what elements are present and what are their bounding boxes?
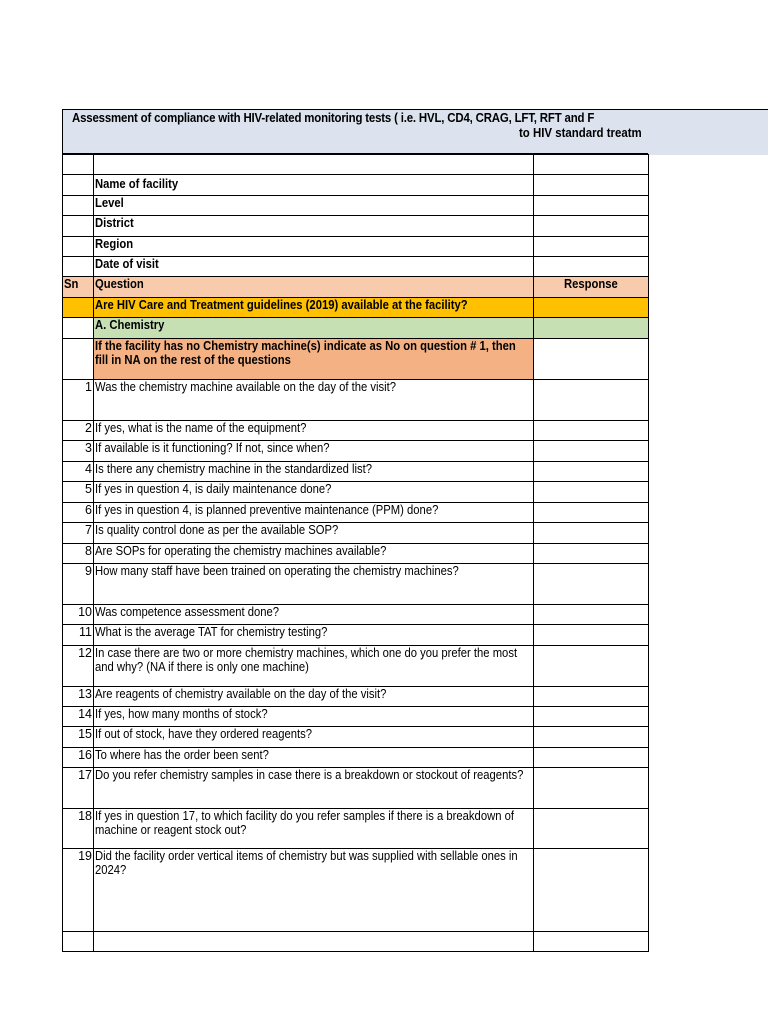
question-number: 15 xyxy=(63,727,94,748)
question-text[interactable]: Are reagents of chemistry available on the day of the visit? xyxy=(94,687,534,707)
response-cell[interactable] xyxy=(534,441,649,462)
response-cell[interactable] xyxy=(534,687,649,707)
cell[interactable] xyxy=(63,237,94,257)
response-cell[interactable] xyxy=(534,503,649,523)
response-cell[interactable] xyxy=(534,748,649,768)
question-number: 1 xyxy=(63,380,94,421)
facility-field-label[interactable]: Level xyxy=(94,196,534,216)
facility-field-label[interactable]: Name of facility xyxy=(94,175,534,196)
cell[interactable] xyxy=(94,932,534,952)
cell[interactable] xyxy=(63,298,94,318)
question-row xyxy=(63,441,649,462)
blank-row xyxy=(63,155,649,175)
question-text[interactable]: What is the average TAT for chemistry testing? xyxy=(94,625,534,646)
response-cell[interactable] xyxy=(534,462,649,482)
response-cell[interactable] xyxy=(534,768,649,809)
question-row xyxy=(63,564,649,605)
cell[interactable] xyxy=(63,339,94,380)
question-text[interactable]: If yes in question 4, is daily maintenance done? xyxy=(94,482,534,503)
question-number: 12 xyxy=(63,646,94,687)
question-text[interactable]: Is quality control done as per the available SOP? xyxy=(94,523,534,544)
question-row xyxy=(63,768,649,809)
sheet-title xyxy=(62,109,648,154)
question-text[interactable]: In case there are two or more chemistry machines, which one do you prefer the most and why? (NA if there is only one machine) xyxy=(94,646,534,687)
question-text[interactable]: Do you refer chemistry samples in case there is a breakdown or stockout of reagents? xyxy=(94,768,534,809)
section-title[interactable]: A. Chemistry xyxy=(94,318,534,339)
instruction-text[interactable]: If the facility has no Chemistry machine(s) indicate as No on question # 1, then fill in NA on the rest of the questions xyxy=(94,339,534,380)
question-row xyxy=(63,380,649,421)
guidelines-row xyxy=(63,298,649,318)
facility-field-value[interactable] xyxy=(534,257,649,277)
question-number: 10 xyxy=(63,605,94,625)
question-row xyxy=(63,748,649,768)
response-cell[interactable] xyxy=(534,727,649,748)
instruction-response[interactable] xyxy=(534,339,649,380)
question-number: 4 xyxy=(63,462,94,482)
question-text[interactable]: If yes in question 17, to which facility do you refer samples if there is a breakdown of machine or reagent stock out? xyxy=(94,809,534,849)
question-row xyxy=(63,707,649,727)
facility-field-value[interactable] xyxy=(534,175,649,196)
question-row xyxy=(63,809,649,849)
facility-field-label[interactable]: District xyxy=(94,216,534,237)
question-text[interactable]: How many staff have been trained on operating the chemistry machines? xyxy=(94,564,534,605)
header-response[interactable]: Response xyxy=(534,277,649,298)
question-row xyxy=(63,687,649,707)
response-cell[interactable] xyxy=(534,482,649,503)
facility-field-label[interactable]: Date of visit xyxy=(94,257,534,277)
question-text[interactable]: If yes, what is the name of the equipment? xyxy=(94,421,534,441)
question-row xyxy=(63,523,649,544)
question-number: 8 xyxy=(63,544,94,564)
question-row xyxy=(63,503,649,523)
question-text[interactable]: If available is it functioning? If not, since when? xyxy=(94,441,534,462)
cell[interactable] xyxy=(63,155,94,175)
instruction-row xyxy=(63,339,649,380)
section-row xyxy=(63,318,649,339)
facility-row xyxy=(63,216,649,237)
question-row xyxy=(63,605,649,625)
question-row xyxy=(63,544,649,564)
header-sn[interactable]: Sn xyxy=(63,277,94,298)
question-text[interactable]: Was the chemistry machine available on the day of the visit? xyxy=(94,380,534,421)
question-row xyxy=(63,646,649,687)
facility-field-value[interactable] xyxy=(534,196,649,216)
response-cell[interactable] xyxy=(534,849,649,932)
question-number: 17 xyxy=(63,768,94,809)
guidelines-response[interactable] xyxy=(534,298,649,318)
cell[interactable] xyxy=(94,155,534,175)
header-row xyxy=(63,277,649,298)
question-number: 7 xyxy=(63,523,94,544)
facility-field-label[interactable]: Region xyxy=(94,237,534,257)
question-text[interactable]: If yes in question 4, is planned preventive maintenance (PPM) done? xyxy=(94,503,534,523)
guidelines-question[interactable]: Are HIV Care and Treatment guidelines (2019) available at the facility? xyxy=(94,298,534,318)
response-cell[interactable] xyxy=(534,605,649,625)
question-number: 16 xyxy=(63,748,94,768)
cell[interactable] xyxy=(63,318,94,339)
cell[interactable] xyxy=(534,932,649,952)
response-cell[interactable] xyxy=(534,544,649,564)
question-text[interactable]: If out of stock, have they ordered reagents? xyxy=(94,727,534,748)
title-line-1: Assessment of compliance with HIV-related monitoring tests ( i.e. HVL, CD4, CRAG, LFT, RFT and F xyxy=(72,110,595,125)
question-row xyxy=(63,462,649,482)
response-cell[interactable] xyxy=(534,707,649,727)
response-cell[interactable] xyxy=(534,523,649,544)
question-row xyxy=(63,849,649,932)
response-cell[interactable] xyxy=(534,646,649,687)
response-cell[interactable] xyxy=(534,809,649,849)
response-cell[interactable] xyxy=(534,625,649,646)
facility-row xyxy=(63,257,649,277)
response-cell[interactable] xyxy=(534,564,649,605)
question-row xyxy=(63,625,649,646)
question-text[interactable]: If yes, how many months of stock? xyxy=(94,707,534,727)
question-number: 5 xyxy=(63,482,94,503)
cell[interactable] xyxy=(63,257,94,277)
response-cell[interactable] xyxy=(534,380,649,421)
section-response[interactable] xyxy=(534,318,649,339)
question-row xyxy=(63,482,649,503)
cell[interactable] xyxy=(63,175,94,196)
question-text[interactable]: To where has the order been sent? xyxy=(94,748,534,768)
assessment-table xyxy=(62,154,649,952)
response-cell[interactable] xyxy=(534,421,649,441)
facility-field-value[interactable] xyxy=(534,237,649,257)
question-number: 3 xyxy=(63,441,94,462)
question-number: 9 xyxy=(63,564,94,605)
facility-field-value[interactable] xyxy=(534,216,649,237)
question-row xyxy=(63,727,649,748)
question-text[interactable]: Are SOPs for operating the chemistry machines available? xyxy=(94,544,534,564)
question-text[interactable]: Was competence assessment done? xyxy=(94,605,534,625)
cell[interactable] xyxy=(63,932,94,952)
cell[interactable] xyxy=(63,196,94,216)
question-number: 19 xyxy=(63,849,94,932)
question-text[interactable]: Did the facility order vertical items of chemistry but was supplied with sellable ones in 2024? xyxy=(94,849,534,932)
question-text[interactable]: Is there any chemistry machine in the standardized list? xyxy=(94,462,534,482)
question-number: 2 xyxy=(63,421,94,441)
cell[interactable] xyxy=(534,155,649,175)
facility-row xyxy=(63,237,649,257)
question-row xyxy=(63,421,649,441)
question-number: 14 xyxy=(63,707,94,727)
header-question[interactable]: Question xyxy=(94,277,534,298)
facility-row xyxy=(63,175,649,196)
blank-row xyxy=(63,932,649,952)
question-number: 13 xyxy=(63,687,94,707)
question-number: 18 xyxy=(63,809,94,849)
cell[interactable] xyxy=(63,216,94,237)
question-number: 6 xyxy=(63,503,94,523)
question-number: 11 xyxy=(63,625,94,646)
title-line-2: to HIV standard treatm xyxy=(519,125,642,140)
facility-row xyxy=(63,196,649,216)
